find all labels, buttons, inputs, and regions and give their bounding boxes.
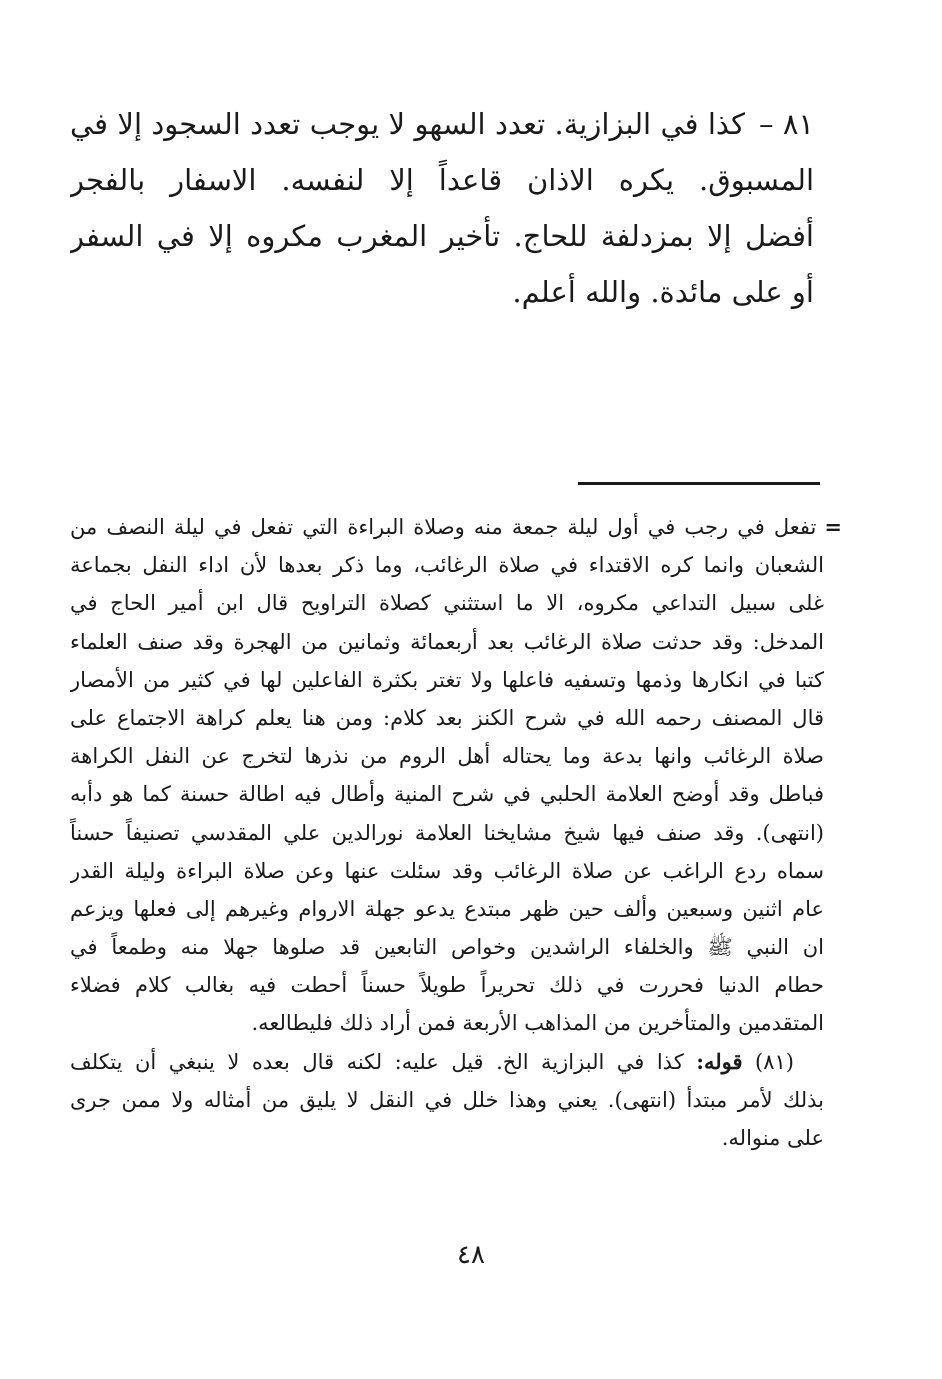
footnote-line-2: الشعبان وانما كره الاقتداء في صلاة الرغائب، وما ذكر بعدها لأن اداء النفل بجماعة	[70, 553, 824, 578]
footnote-line-1	[70, 508, 842, 546]
footnote-line-10: سماه ردع الراغب عن صلاة الرغائب وقد سئلت عنها وعن صلاة البراءة وليلة القدر	[70, 858, 824, 883]
page-number: ٤٨	[457, 1240, 485, 1270]
main-line-2: المسبوق. يكره الاذان قاعداً إلا لنفسه. الاسفار بالفجر	[70, 163, 814, 197]
main-line-text: كذا في البزازية. تعدد السهو لا يوجب تعدد السجود إلا في	[70, 107, 745, 141]
footnote-81-line-2: بذلك لأمر مبتدأ (انتهى). يعني وهذا خلل في النقل لا يليق من أمثاله ولا ممن جرى	[70, 1087, 824, 1112]
footnote-line-11: عام اثنين وسبعين وألف حين ظهر مبتدع يدعو جهلة الاروام وغيرهم إلى فعلها ويزعم	[70, 896, 824, 921]
main-line-3: أفضل إلا بمزدلفة للحاج. تأخير المغرب مكروه إلا في السفر	[70, 219, 814, 253]
footnote-line-7: صلاة الرغائب وانها بدعة وما يحتاله أهل الروم من نذرها لتخرج عن النفل الكراهة	[70, 744, 824, 769]
footnote-line-5: كتبا في انكارها وذمها وتسفيه فاعلها ولا تغتر بكثرة الفاعلين لها في كثير من الأمصار	[70, 667, 824, 692]
footnote-81-line-3: على منواله.	[721, 1126, 824, 1150]
continuation-mark: =	[824, 514, 842, 539]
footnote-separator	[578, 482, 820, 485]
main-line-4: أو على مائدة. والله أعلم.	[512, 275, 814, 309]
footnote-line-3: غلى سبيل التداعي مكروه، الا ما استثني كصلاة التراويح قال ابن أمير الحاج في	[70, 591, 824, 616]
footnote-line-8: فباطل وقد أوضح العلامة الحلبي في شرح المنية وأطال فيه اطالة حسنة كما هو دأبه	[70, 782, 824, 807]
footnotes	[70, 508, 842, 1157]
main-text	[70, 96, 814, 320]
main-line-1	[70, 96, 814, 152]
paragraph-number: ٨١ –	[758, 107, 814, 141]
footnote-line-14: المتقدمين والمتأخرين من المذاهب الأربعة فمن أراد ذلك فليطالعه.	[251, 1011, 824, 1036]
footnote-81-keyword: قوله:	[696, 1048, 743, 1074]
footnote-line-12: ان النبي ﷺ والخلفاء الراشدين وخواص التابعين قد صلوها جهلا منه وطمعاً في	[70, 935, 824, 960]
footnote-81-ref: (٨١)	[755, 1049, 794, 1074]
footnote-81-line-1	[70, 1043, 842, 1081]
footnote-line-text: تفعل في رجب في أول ليلة جمعة منه وصلاة البراءة التي تفعل في ليلة النصف من	[70, 515, 817, 539]
footnote-line-13: حطام الدنيا فحررت في ذلك تحريراً طويلاً حسناً أحطت فيه بغالب كلام فضلاء	[70, 973, 824, 998]
footnote-line-6: قال المصنف رحمه الله في شرح الكنز بعد كلام: ومن هنا يعلم كراهة الاجتماع على	[70, 705, 824, 730]
footnote-line-9: (انتهى). وقد صنف فيها شيخ مشايخنا العلامة نورالدين علي المقدسي تصنيفاً حسناً	[70, 820, 824, 845]
footnote-line-4: المدخل: وقد حدثت صلاة الرغائب بعد أربعمائة وثمانين من الهجرة وقد صنف العلماء	[70, 629, 824, 654]
footnote-81-text: كذا في البزازية الخ. قيل عليه: لكنه قال بعده لا ينبغي أن يتكلف	[70, 1049, 684, 1074]
